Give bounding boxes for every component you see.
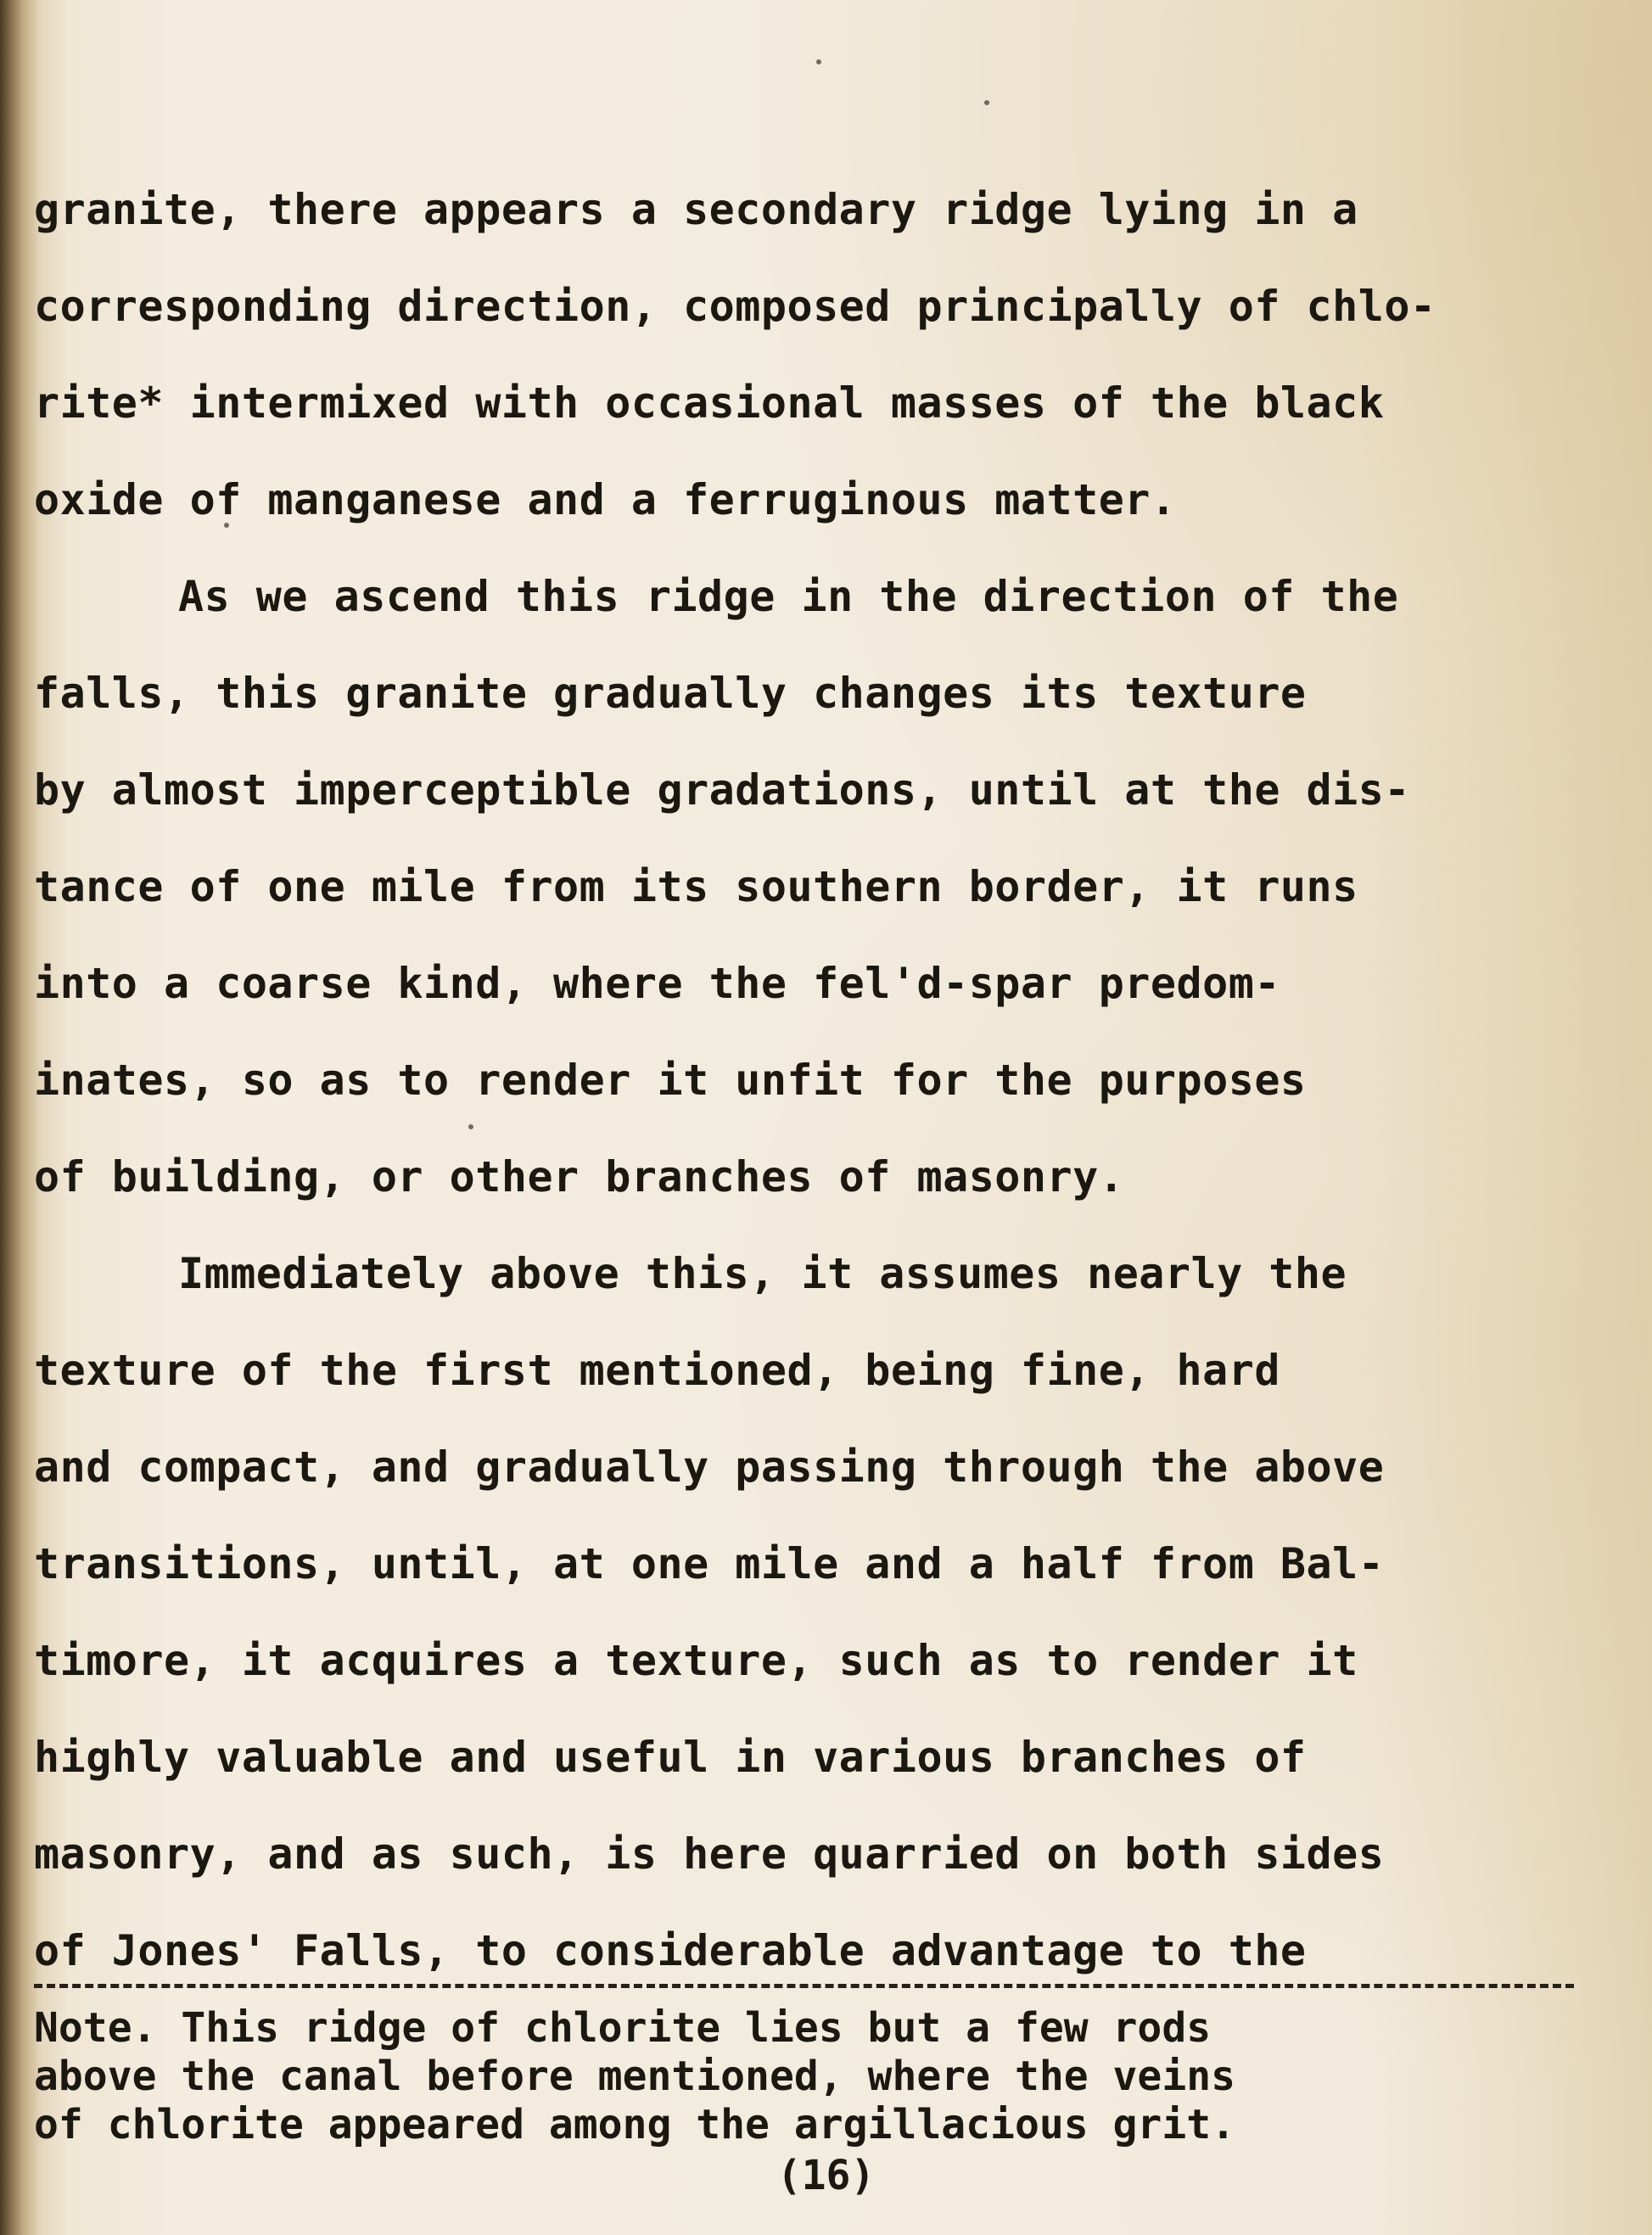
body-line: of building, or other branches of masonry.: [34, 1152, 1125, 1202]
body-line: corresponding direction, composed principally of chlo-: [34, 282, 1436, 331]
page-number: (16): [776, 2152, 876, 2199]
footnote-divider: [34, 1984, 1574, 1988]
body-line: falls, this granite gradually changes its texture: [34, 669, 1307, 718]
ink-speck: [816, 59, 821, 64]
body-line: and compact, and gradually passing through the above: [34, 1442, 1385, 1492]
footnote-line: Note. This ridge of chlorite lies but a few rods: [34, 2004, 1212, 2052]
body-line: of Jones' Falls, to considerable advantage to the: [34, 1926, 1307, 1975]
body-line: Immediately above this, it assumes nearly the: [178, 1249, 1347, 1298]
body-line: rite* intermixed with occasional masses of the black: [34, 378, 1385, 428]
body-line: granite, there appears a secondary ridge lying in a: [34, 185, 1358, 234]
body-line: As we ascend this ridge in the direction of the: [178, 572, 1399, 621]
ink-speck: [984, 100, 989, 105]
footnote-line: above the canal before mentioned, where the veins: [34, 2053, 1236, 2100]
body-line: into a coarse kind, where the fel'd-spar predom-: [34, 959, 1280, 1008]
body-line: oxide of manganese and a ferruginous matter.: [34, 475, 1177, 524]
body-line: transitions, until, at one mile and a half from Bal-: [34, 1539, 1385, 1588]
body-line: inates, so as to render it unfit for the purposes: [34, 1056, 1307, 1105]
body-line: highly valuable and useful in various branches of: [34, 1733, 1307, 1782]
body-text: [34, 161, 1629, 1999]
body-line: tance of one mile from its southern border, it runs: [34, 862, 1358, 911]
footnote-line: of chlorite appeared among the argillacious grit.: [34, 2101, 1236, 2148]
footnote: [34, 2004, 1629, 2149]
body-line: by almost imperceptible gradations, until at the dis-: [34, 765, 1410, 815]
body-line: timore, it acquires a texture, such as to render it: [34, 1636, 1358, 1685]
body-line: masonry, and as such, is here quarried on both sides: [34, 1829, 1385, 1879]
body-line: texture of the first mentioned, being fine, hard: [34, 1346, 1280, 1395]
